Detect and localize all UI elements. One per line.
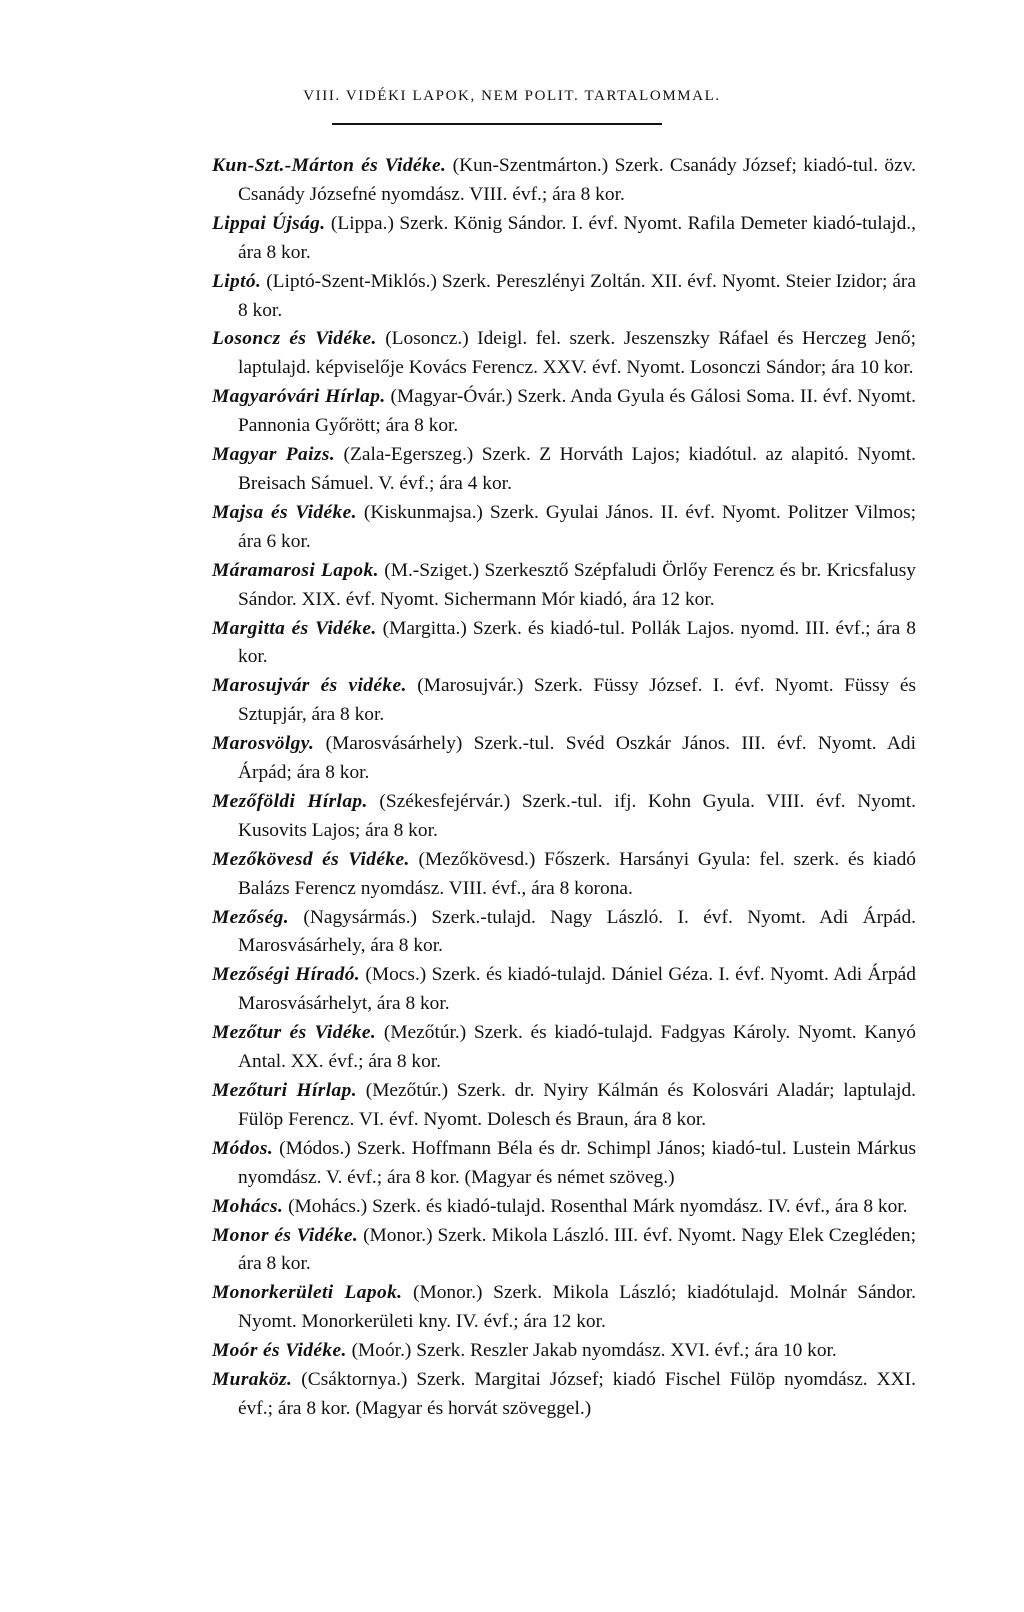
entry-list (212, 152, 916, 1424)
list-item (212, 268, 916, 326)
entry-text: (Moór.) Szerk. Reszler Jakab nyomdász. XVI. évf.; ára 10 kor. (351, 1340, 837, 1362)
list-item (212, 961, 916, 1019)
list-item (212, 846, 916, 904)
list-item (212, 1135, 916, 1193)
entry-text: (Lippa.) Szerk. König Sándor. I. évf. Nyomt. Rafila Demeter kiadó-tulajd., ára 8 kor. (238, 212, 916, 263)
entry-title: Margitta és Vidéke. (212, 617, 377, 639)
entry-title: Lippai Újság. (212, 212, 326, 234)
list-item (212, 557, 916, 615)
list-item (212, 210, 916, 268)
entry-text: (Módos.) Szerk. Hoffmann Béla és dr. Schimpl János; kiadó-tul. Lustein Márkus nyomdász. V. évf.; ára 8 kor. (Magyar és német szöveg.) (238, 1137, 916, 1188)
entry-text: (Monor.) Szerk. Mikola László. III. évf. Nyomt. Nagy Elek Czegléden; ára 8 kor. (238, 1224, 916, 1275)
entry-title: Liptó. (212, 270, 262, 292)
list-item (212, 788, 916, 846)
entry-title: Mohács. (212, 1195, 284, 1217)
list-item (212, 152, 916, 210)
entry-text: (Mezőkövesd.) Főszerk. Harsányi Gyula: fel. szerk. és kiadó Balázs Ferencz nyomdász. VIII. évf., ára 8 korona. (238, 848, 916, 899)
list-item (212, 1279, 916, 1337)
entry-text: (Nagysármás.) Szerk.-tulajd. Nagy László. I. évf. Nyomt. Adi Árpád. Marosvásárhely, ára 8 kor. (238, 906, 916, 957)
list-item (212, 730, 916, 788)
entry-title: Mezőtur és Vidéke. (212, 1022, 377, 1044)
entry-title: Kun-Szt.-Márton és Vidéke. (212, 155, 447, 176)
entry-title: Majsa és Vidéke. (212, 501, 357, 523)
entry-text: (Margitta.) Szerk. és kiadó-tul. Pollák Lajos. nyomd. III. évf.; ára 8 kor. (238, 617, 916, 668)
list-item (212, 499, 916, 557)
entry-text: (Csáktornya.) Szerk. Margitai József; kiadó Fischel Fülöp nyomdász. XXI. évf.; ára 8 kor. (Magyar és horvát szöveggel.) (238, 1369, 916, 1419)
entry-title: Monor és Vidéke. (212, 1224, 359, 1246)
entry-title: Magyaróvári Hírlap. (212, 386, 386, 408)
list-item (212, 441, 916, 499)
list-item (212, 325, 916, 383)
list-item (212, 1193, 916, 1222)
entry-title: Mezőségi Híradó. (212, 964, 361, 986)
entry-title: Losoncz és Vidéke. (212, 328, 377, 350)
running-header: VIII. VIDÉKI LAPOK, NEM POLIT. TARTALOMMAL. (303, 88, 721, 104)
entry-text: (Magyar-Óvár.) Szerk. Anda Gyula és Gálosi Soma. II. évf. Nyomt. Pannonia Győrött; ára 8 kor. (238, 386, 916, 437)
entry-title: Marosujvár és vidéke. (212, 675, 407, 697)
entry-text: (Mezőtúr.) Szerk. és kiadó-tulajd. Fadgyas Károly. Nyomt. Kanyó Antal. XX. évf.; ára 8 kor. (238, 1022, 917, 1073)
entry-title: Mezőföldi Hírlap. (212, 790, 368, 812)
entry-text: (Mohács.) Szerk. és kiadó-tulajd. Rosenthal Márk nyomdász. IV. évf., ára 8 kor. (288, 1195, 908, 1217)
list-item (212, 1222, 916, 1280)
entry-text: (Zala-Egerszeg.) Szerk. Z Horváth Lajos; kiadótul. az alapitó. Nyomt. Breisach Sámuel. V. évf.; ára 4 kor. (238, 444, 916, 494)
entry-title: Moór és Vidéke. (212, 1340, 347, 1362)
entry-title: Módos. (212, 1137, 274, 1159)
list-item (212, 672, 916, 730)
list-item (212, 904, 916, 962)
entry-text: (Liptó-Szent-Miklós.) Szerk. Pereszlényi Zoltán. XII. évf. Nyomt. Steier Izidor; ára 8 kor. (238, 270, 916, 321)
entry-title: Monorkerületi Lapok. (212, 1282, 403, 1304)
entry-text: (Kun-Szentmárton.) Szerk. Csanády József; kiadó-tul. özv. Csanády Józsefné nyomdász. VIII. évf.; ára 8 kor. (238, 155, 916, 205)
entry-text: (Losoncz.) Ideigl. fel. szerk. Jeszenszky Ráfael és Herczeg Jenő; laptulajd. képviselője Kovács Ferencz. XXV. évf. Nyomt. Losonczi Sándor; ára 10 kor. (238, 328, 917, 379)
header-rule (332, 123, 662, 125)
entry-text: (Mocs.) Szerk. és kiadó-tulajd. Dániel Géza. I. évf. Nyomt. Adi Árpád Marosvásárhelyt, ára 8 kor. (238, 964, 916, 1015)
entry-text: (Mezőtúr.) Szerk. dr. Nyiry Kálmán és Kolosvári Aladár; laptulajd. Fülöp Ferencz. VI. évf. Nyomt. Dolesch és Braun, ára 8 kor. (238, 1080, 916, 1130)
list-item (212, 1019, 916, 1077)
entry-text: (Marosvásárhely) Szerk.-tul. Svéd Oszkár János. III. évf. Nyomt. Adi Árpád; ára 8 kor. (238, 733, 916, 784)
list-item (212, 1337, 916, 1366)
entry-title: Marosvölgy. (212, 733, 315, 755)
entry-text: (M.-Sziget.) Szerkesztő Szépfaludi Örlőy Ferencz és br. Kricsfalusy Sándor. XIX. évf. Nyomt. Sichermann Mór kiadó, ára 12 kor. (238, 559, 916, 610)
entry-title: Mezőturi Hírlap. (212, 1080, 357, 1101)
list-item (212, 1077, 916, 1135)
entry-title: Muraköz. (212, 1369, 293, 1391)
list-item (212, 615, 916, 673)
entry-title: Mezőség. (212, 906, 289, 928)
list-item (212, 383, 916, 441)
entry-text: (Monor.) Szerk. Mikola László; kiadótulajd. Molnár Sándor. Nyomt. Monorkerületi kny. IV. évf.; ára 12 kor. (238, 1282, 916, 1333)
entry-title: Máramarosi Lapok. (212, 559, 379, 581)
entry-text: (Marosujvár.) Szerk. Füssy József. I. évf. Nyomt. Füssy és Sztupjár, ára 8 kor. (238, 675, 916, 726)
entry-text: (Kiskunmajsa.) Szerk. Gyulai János. II. évf. Nyomt. Politzer Vilmos; ára 6 kor. (238, 501, 917, 552)
entry-title: Mezőkövesd és Vidéke. (212, 848, 410, 870)
entry-title: Magyar Paizs. (212, 444, 336, 466)
entry-text: (Székesfejérvár.) Szerk.-tul. ifj. Kohn Gyula. VIII. évf. Nyomt. Kusovits Lajos; ára 8 kor. (238, 790, 916, 841)
list-item (212, 1366, 916, 1424)
